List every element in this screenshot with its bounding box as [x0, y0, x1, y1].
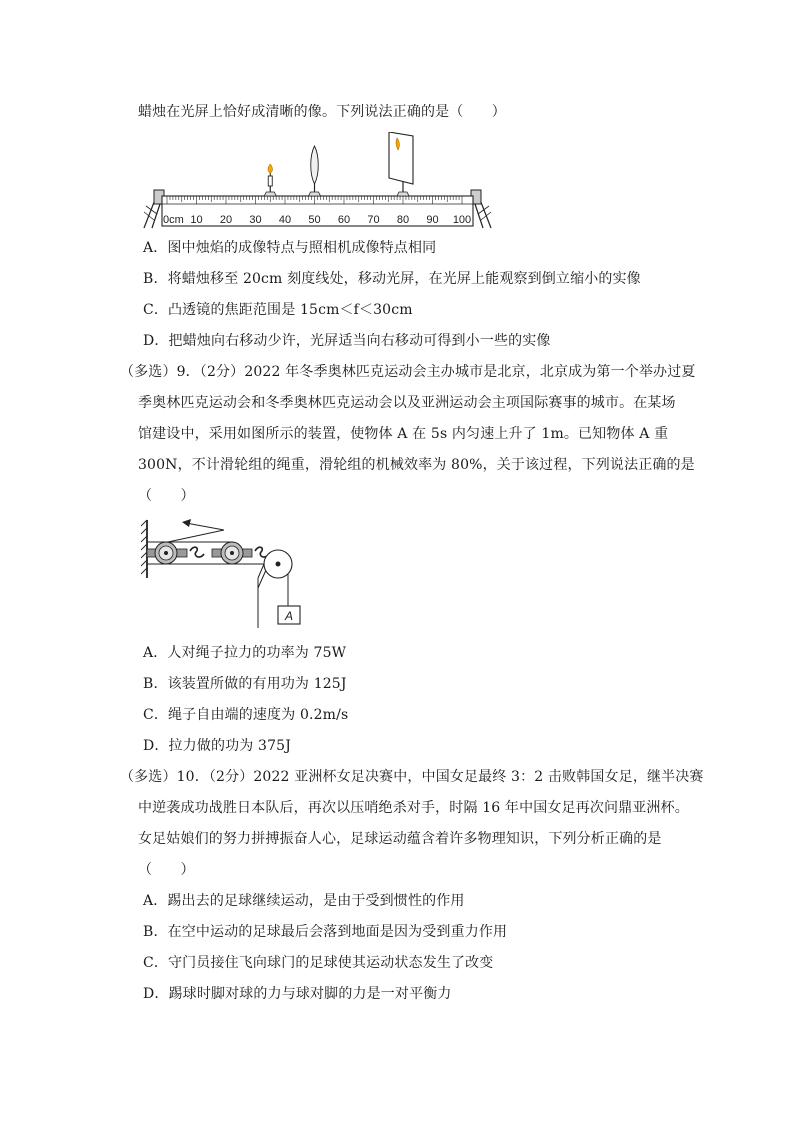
- bench-scale-label: 30: [249, 214, 262, 226]
- bench-scale-label: 90: [426, 214, 439, 226]
- q8-option-b: B．将蜡烛移至 20cm 刻度线处，移动光屏，在光屏上能观察到倒立缩小的实像: [143, 271, 641, 287]
- bench-scale-label: 60: [337, 214, 351, 226]
- pulley-icon: [212, 542, 269, 564]
- q10-stem-line-3: 女足姑娘们的努力拼搏振奋人心，足球运动蕴含着许多物理知识，下列分析正确的是: [138, 831, 662, 847]
- pulley-icon: [147, 542, 204, 564]
- bench-scale-label: 80: [396, 214, 410, 226]
- bench-scale-label: 0cm: [163, 214, 184, 226]
- pulley-system-figure: [138, 518, 308, 628]
- q9-stem-line-2: 季奥林匹克运动会和冬季奥林匹克运动会以及亚洲运动会主项国际赛事的城市。在某场: [138, 395, 676, 411]
- q10-stem-line-4: （ ）: [138, 862, 195, 878]
- bench-right-support: [471, 190, 491, 228]
- block-a-label: A: [284, 609, 294, 623]
- bench-scale-label: 50: [308, 214, 321, 226]
- pull-direction-arrow: [182, 519, 224, 530]
- block-a: [278, 606, 300, 624]
- bench-scale-label: 100: [452, 214, 472, 226]
- q10-stem-line-1: （多选）10．（2分）2022 亚洲杯女足决赛中，中国女足最终 3：2 击败韩国女足，继半决赛: [120, 769, 704, 785]
- candle-icon: [264, 164, 276, 196]
- bench-left-support: [144, 190, 164, 228]
- bench-scale-label: 70: [367, 214, 380, 226]
- q8-stem-tail: 蜡烛在光屏上恰好成清晰的像。下列说法正确的是（ ）: [138, 104, 506, 120]
- q9-option-d: D．拉力做的功为 375J: [143, 738, 291, 754]
- q8-option-d: D．把蜡烛向右移动少许，光屏适当向右移动可得到小一些的实像: [143, 333, 551, 349]
- bench-scale-label: 40: [278, 214, 292, 226]
- convex-lens-icon: [309, 146, 321, 196]
- optical-bench-figure: [140, 132, 495, 232]
- bench-scale-label: 20: [219, 214, 233, 226]
- wall: [141, 520, 147, 578]
- q9-stem-line-5: （ ）: [138, 488, 195, 504]
- q9-option-a: A．人对绳子拉力的功率为 75W: [143, 645, 347, 661]
- q10-option-d: D．踢球时脚对球的力与球对脚的力是一对平衡力: [143, 986, 452, 1002]
- bench-scale-label: 10: [190, 214, 203, 226]
- q10-option-c: C．守门员接住飞向球门的足球使其运动状态发生了改变: [143, 955, 494, 971]
- q10-stem-line-2: 中逆袭成功战胜日本队后，再次以压哨绝杀对手，时隔 16 年中国女足再次问鼎亚洲杯。: [138, 800, 689, 816]
- q9-option-c: C．绳子自由端的速度为 0.2m/s: [143, 707, 349, 723]
- q9-stem-line-3: 馆建设中，采用如图所示的装置，使物体 A 在 5s 内匀速上升了 1m。已知物体 A 重: [138, 426, 669, 442]
- light-screen-icon: [389, 132, 413, 196]
- q9-stem-line-1: （多选）9．（2分）2022 年冬季奥林匹克运动会主办城市是北京，北京成为第一个举办过夏: [120, 364, 696, 380]
- q10-option-a: A．踢出去的足球继续运动，是由于受到惯性的作用: [143, 893, 465, 909]
- q9-stem-line-4: 300N，不计滑轮组的绳重，滑轮组的机械效率为 80%，关于该过程，下列说法正确的是: [138, 457, 695, 473]
- q8-option-a: A．图中烛焰的成像特点与照相机成像特点相同: [143, 240, 437, 256]
- q10-option-b: B．在空中运动的足球最后会落到地面是因为受到重力作用: [143, 924, 508, 940]
- q9-option-b: B．该装置所做的有用功为 125J: [143, 676, 347, 692]
- q8-option-c: C．凸透镜的焦距范围是 15cm＜f＜30cm: [143, 302, 413, 318]
